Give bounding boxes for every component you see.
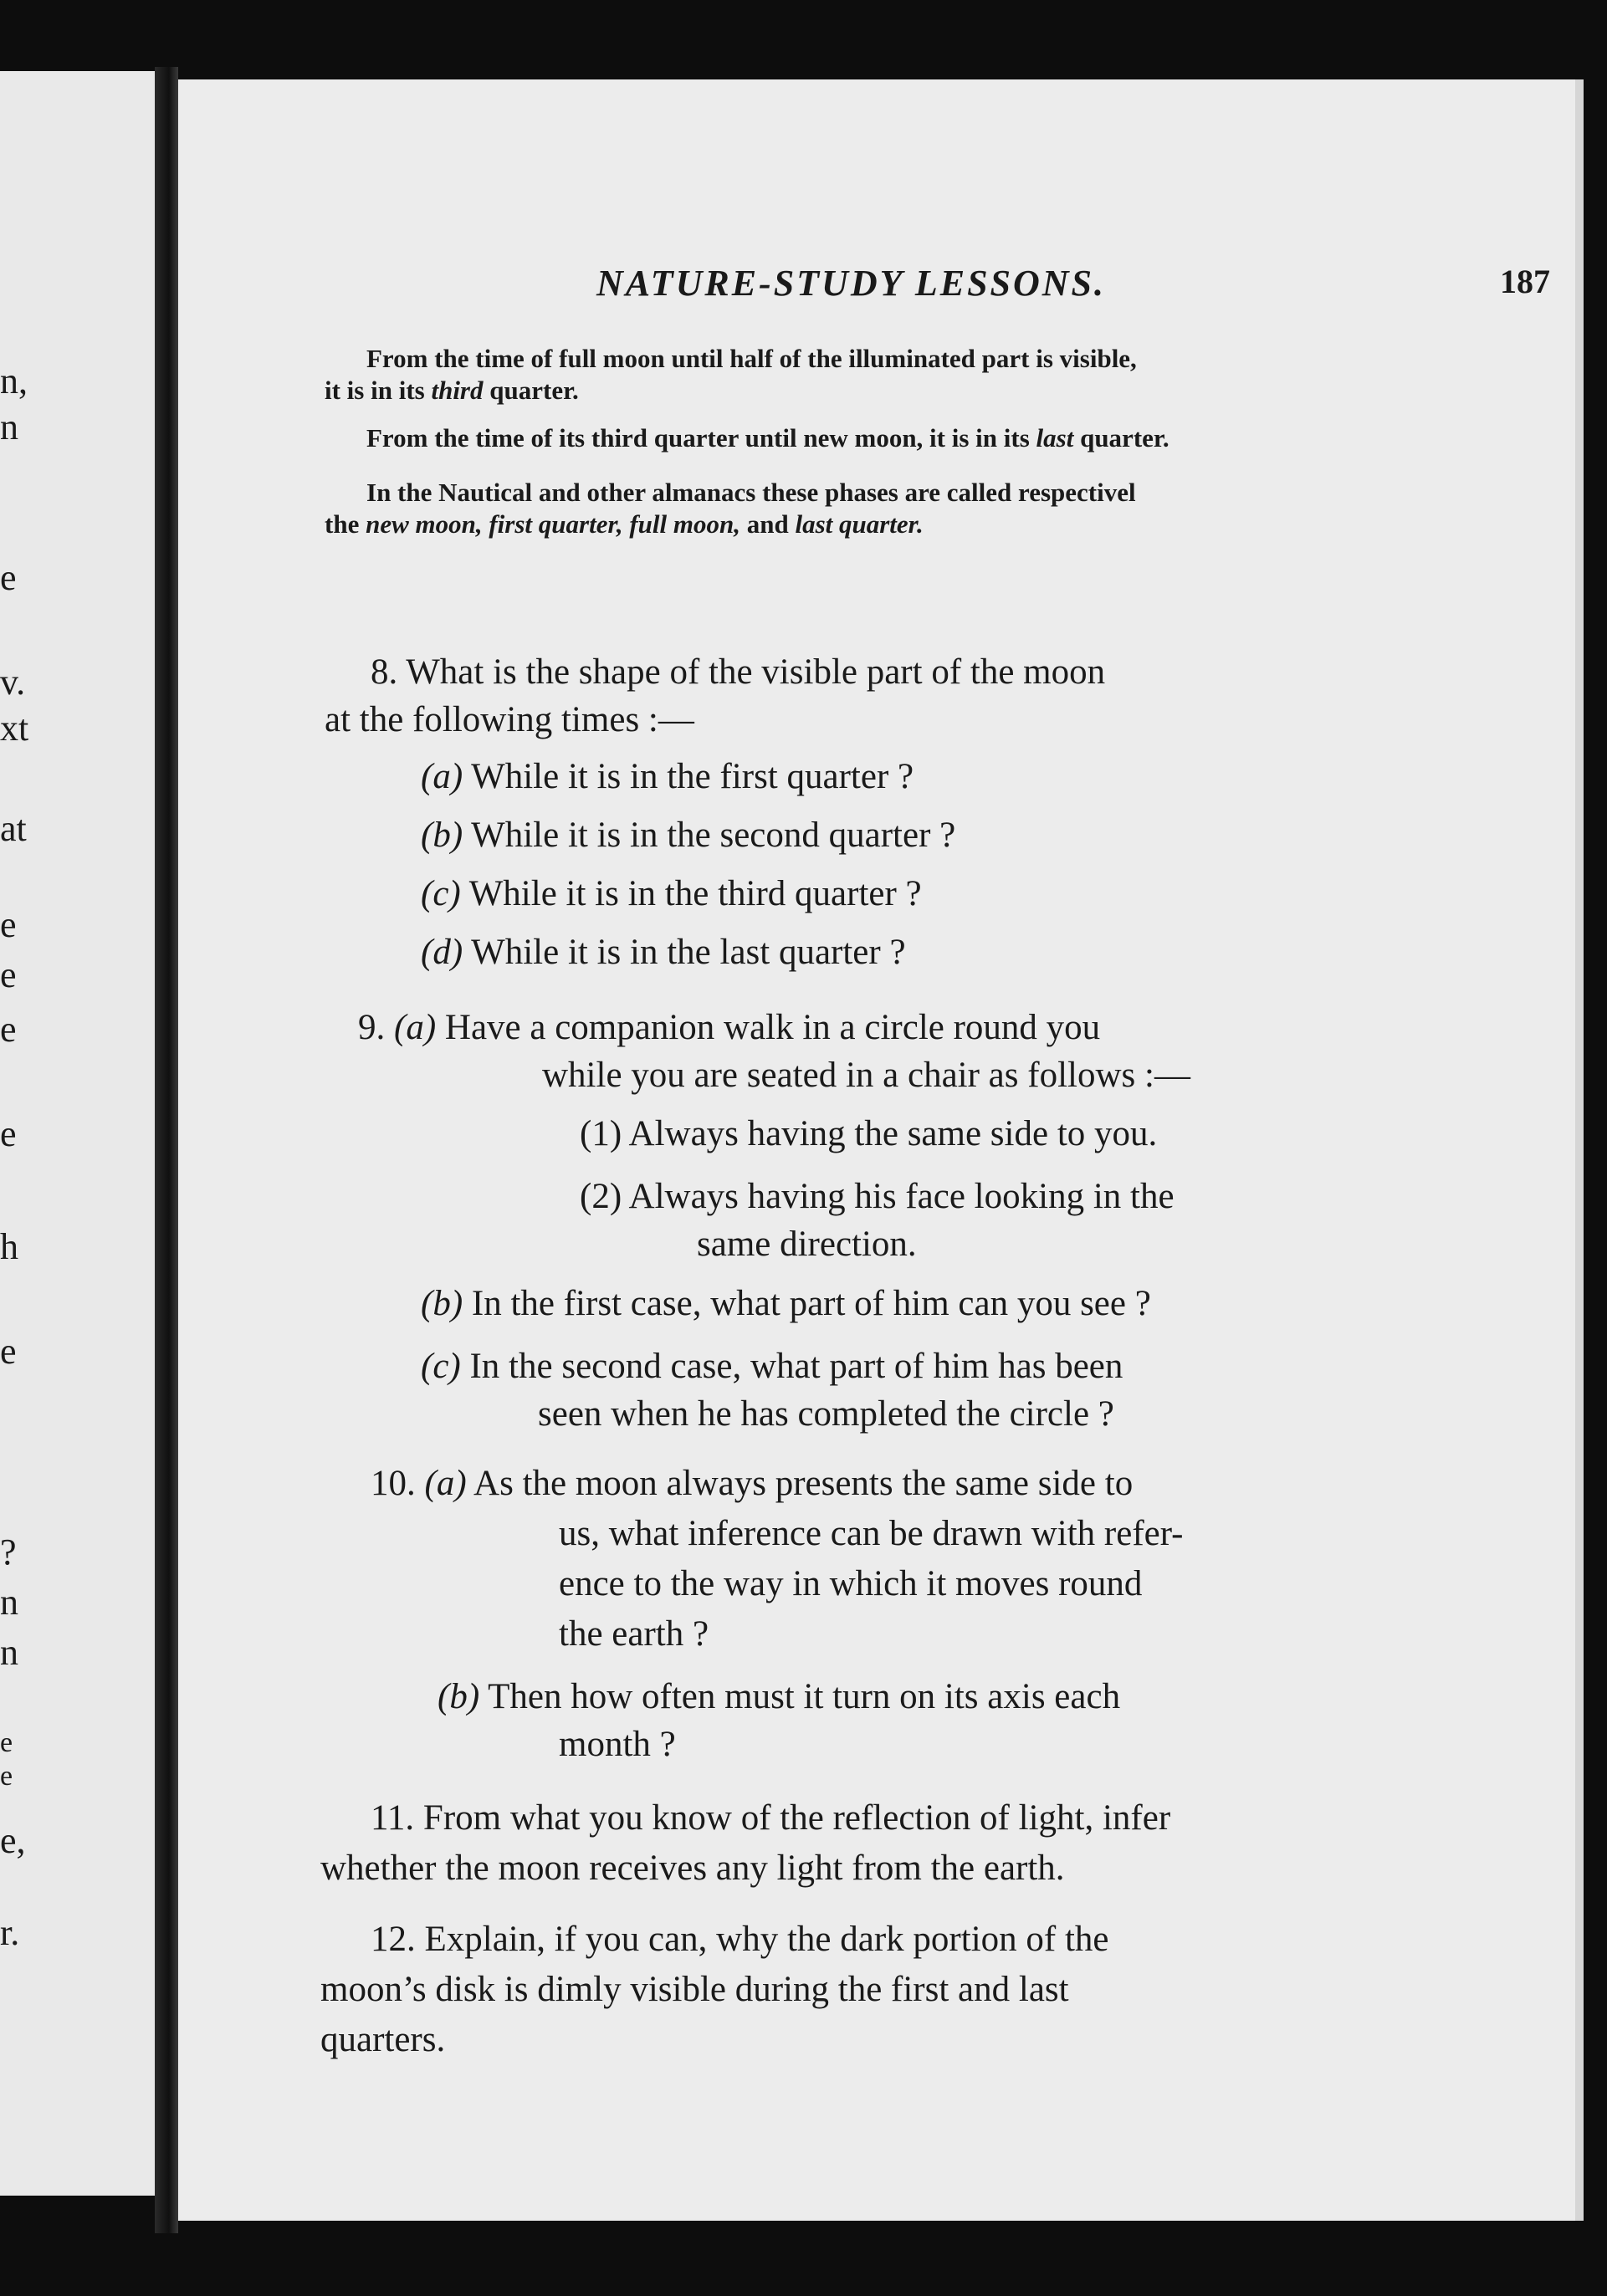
item-text: While it is in the first quarter ? — [471, 757, 914, 796]
item-label: (d) — [421, 933, 463, 972]
question-12-line: 12. Explain, if you can, why the dark portion of the — [371, 1920, 1109, 1959]
note-text: quarter. — [1073, 423, 1169, 453]
question-10-line: month ? — [559, 1725, 676, 1764]
prev-page-fragment: e — [0, 954, 17, 995]
question-8-item — [421, 928, 906, 977]
item-label: (c) — [421, 874, 461, 913]
prev-page-fragment: n — [0, 407, 18, 447]
note-line: In the Nautical and other almanacs these phases are called respectivel — [366, 478, 1136, 507]
question-10-line: ence to the way in which it moves round — [559, 1564, 1143, 1603]
prev-page-fragment: e — [0, 904, 17, 945]
prev-page-fragment: r. — [0, 1912, 20, 1953]
question-10-line — [371, 1460, 1133, 1508]
prev-page-fragment: e — [0, 1727, 13, 1758]
note-paragraph — [325, 477, 1554, 540]
prev-page-fragment: e — [0, 1331, 17, 1372]
question-8-item — [421, 870, 922, 918]
question-number: 9. — [358, 1008, 386, 1047]
prev-page-fragment: e — [0, 557, 17, 598]
item-text: While it is in the last quarter ? — [471, 933, 906, 972]
question-9-line: while you are seated in a chair as follows :— — [542, 1056, 1190, 1095]
prev-page-fragment: ? — [0, 1532, 17, 1572]
question-12-line: moon’s disk is dimly visible during the first and last — [320, 1970, 1069, 2009]
item-text: Have a companion walk in a circle round you — [444, 1008, 1101, 1047]
question-8-item — [421, 811, 955, 860]
note-line — [325, 509, 1554, 540]
item-label: (c) — [421, 1347, 461, 1386]
item-text: In the second case, what part of him has been — [469, 1347, 1123, 1386]
book-page — [178, 79, 1584, 2221]
question-8-line: 8. What is the shape of the visible part of the moon — [371, 652, 1106, 692]
prev-page-fragment: e — [0, 1009, 17, 1050]
question-9-line: seen when he has completed the circle ? — [538, 1394, 1114, 1434]
prev-page-fragment: h — [0, 1226, 18, 1267]
question-9-subitem: (2) Always having his face looking in the — [580, 1177, 1175, 1216]
question-9-item — [421, 1342, 1123, 1391]
question-8-item — [421, 753, 914, 801]
prev-page-fragment: e — [0, 1761, 13, 1792]
prev-page-fragment: e — [0, 1113, 17, 1154]
item-text: While it is in the second quarter ? — [471, 816, 956, 855]
question-11-line: 11. From what you know of the reflection of light, infer — [371, 1798, 1171, 1838]
note-paragraph — [325, 422, 1554, 454]
prev-page-fragment: at — [0, 808, 27, 849]
question-9-item — [421, 1280, 1151, 1328]
previous-page-edge — [0, 71, 155, 2196]
item-label: (a) — [394, 1008, 437, 1047]
question-10-line: us, what inference can be drawn with refer- — [559, 1514, 1184, 1553]
question-10-item — [438, 1673, 1120, 1721]
note-line: From the time of full moon until half of the illuminated part is visible, — [366, 344, 1137, 373]
question-9-subitem: same direction. — [697, 1225, 917, 1264]
item-text: As the moon always presents the same side to — [473, 1464, 1134, 1503]
running-title: NATURE-STUDY LESSONS. — [596, 263, 1107, 304]
book-gutter — [155, 67, 178, 2233]
note-italic-text: third — [431, 376, 484, 405]
page-number: 187 — [1500, 263, 1550, 300]
item-label: (a) — [424, 1464, 467, 1503]
note-line — [325, 375, 1554, 407]
note-text: quarter. — [483, 376, 579, 405]
question-8-line: at the following times :— — [325, 700, 694, 739]
prev-page-fragment: n, — [0, 361, 28, 401]
question-9-subitem: (1) Always having the same side to you. — [580, 1114, 1158, 1153]
page-header — [596, 262, 1550, 312]
question-number: 10. — [371, 1464, 416, 1503]
question-10-line: the earth ? — [559, 1614, 709, 1654]
prev-page-fragment: e, — [0, 1820, 26, 1861]
note-text: the — [325, 509, 366, 539]
item-label: (a) — [421, 757, 463, 796]
prev-page-fragment: n — [0, 1582, 18, 1623]
note-line — [325, 422, 1554, 454]
item-text: In the first case, what part of him can you see ? — [471, 1284, 1151, 1323]
item-text: Then how often must it turn on its axis each — [488, 1677, 1121, 1716]
prev-page-fragment: v. — [0, 662, 26, 703]
note-paragraph — [325, 343, 1554, 407]
item-label: (b) — [421, 816, 463, 855]
note-text: and — [740, 509, 796, 539]
prev-page-fragment: xt — [0, 708, 29, 749]
note-text: From the time of its third quarter until new moon, it is in its — [366, 423, 1036, 453]
question-12-line: quarters. — [320, 2020, 446, 2059]
question-11-line: whether the moon receives any light from the earth. — [320, 1849, 1065, 1888]
item-label: (b) — [438, 1677, 480, 1716]
note-italic-text: last quarter. — [795, 509, 924, 539]
question-9-line — [358, 1004, 1100, 1052]
prev-page-fragment: n — [0, 1632, 18, 1673]
item-label: (b) — [421, 1284, 463, 1323]
note-italic-text: last — [1036, 423, 1074, 453]
note-italic-text: new moon, first quarter, full moon, — [366, 509, 740, 539]
note-text: it is in its — [325, 376, 432, 405]
item-text: While it is in the third quarter ? — [468, 874, 922, 913]
